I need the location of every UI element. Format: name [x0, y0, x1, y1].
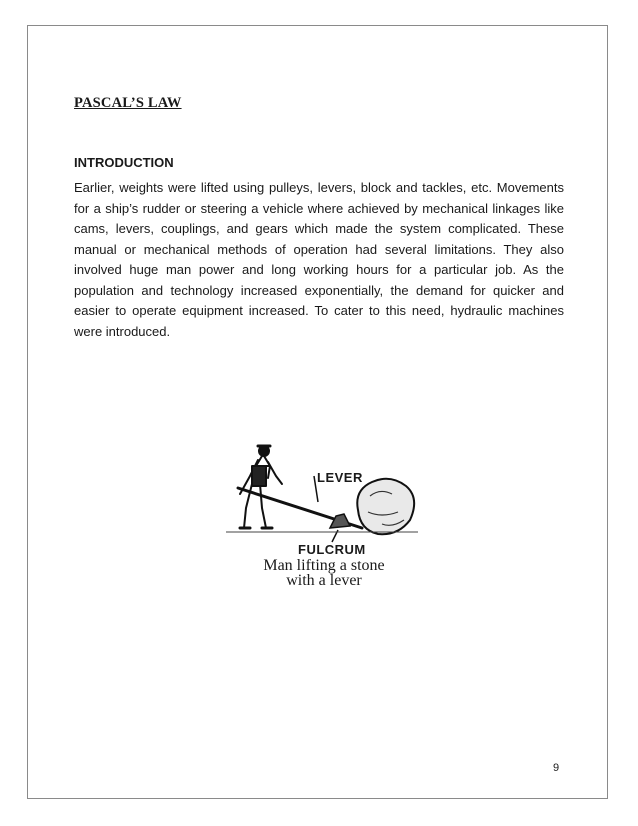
introduction-paragraph: Earlier, weights were lifted using pulleys, levers, block and tackles, etc. Movements for a ship’s rudder or steering a vehicle where achieved by mechanical linkages like cams, levers, couplings, and gears which made the system complicated. These manual or mechanical methods of operation had several limitations. They also involved huge man power and long working hours for a particular job. As the population and technology increased exponentially, the demand for quicker and easier to operate equipment increased. To cater to this need, hydraulic machines were introduced.: [74, 180, 564, 339]
caption-line-1: Man lifting a stone: [263, 557, 385, 574]
lever-label: LEVER: [317, 470, 363, 485]
page-number: 9: [553, 762, 560, 774]
fulcrum-rock: [330, 514, 350, 528]
figure-caption: [254, 558, 394, 588]
document-title: PASCAL’S LAW: [74, 95, 182, 111]
stone: [357, 479, 414, 534]
page-border: [27, 25, 608, 799]
lever-illustration: [222, 436, 422, 596]
section-heading: INTRODUCTION: [74, 155, 174, 170]
fulcrum-label: FULCRUM: [298, 542, 366, 557]
caption-line-2: with a lever: [286, 572, 362, 589]
man-figure: [240, 446, 282, 528]
